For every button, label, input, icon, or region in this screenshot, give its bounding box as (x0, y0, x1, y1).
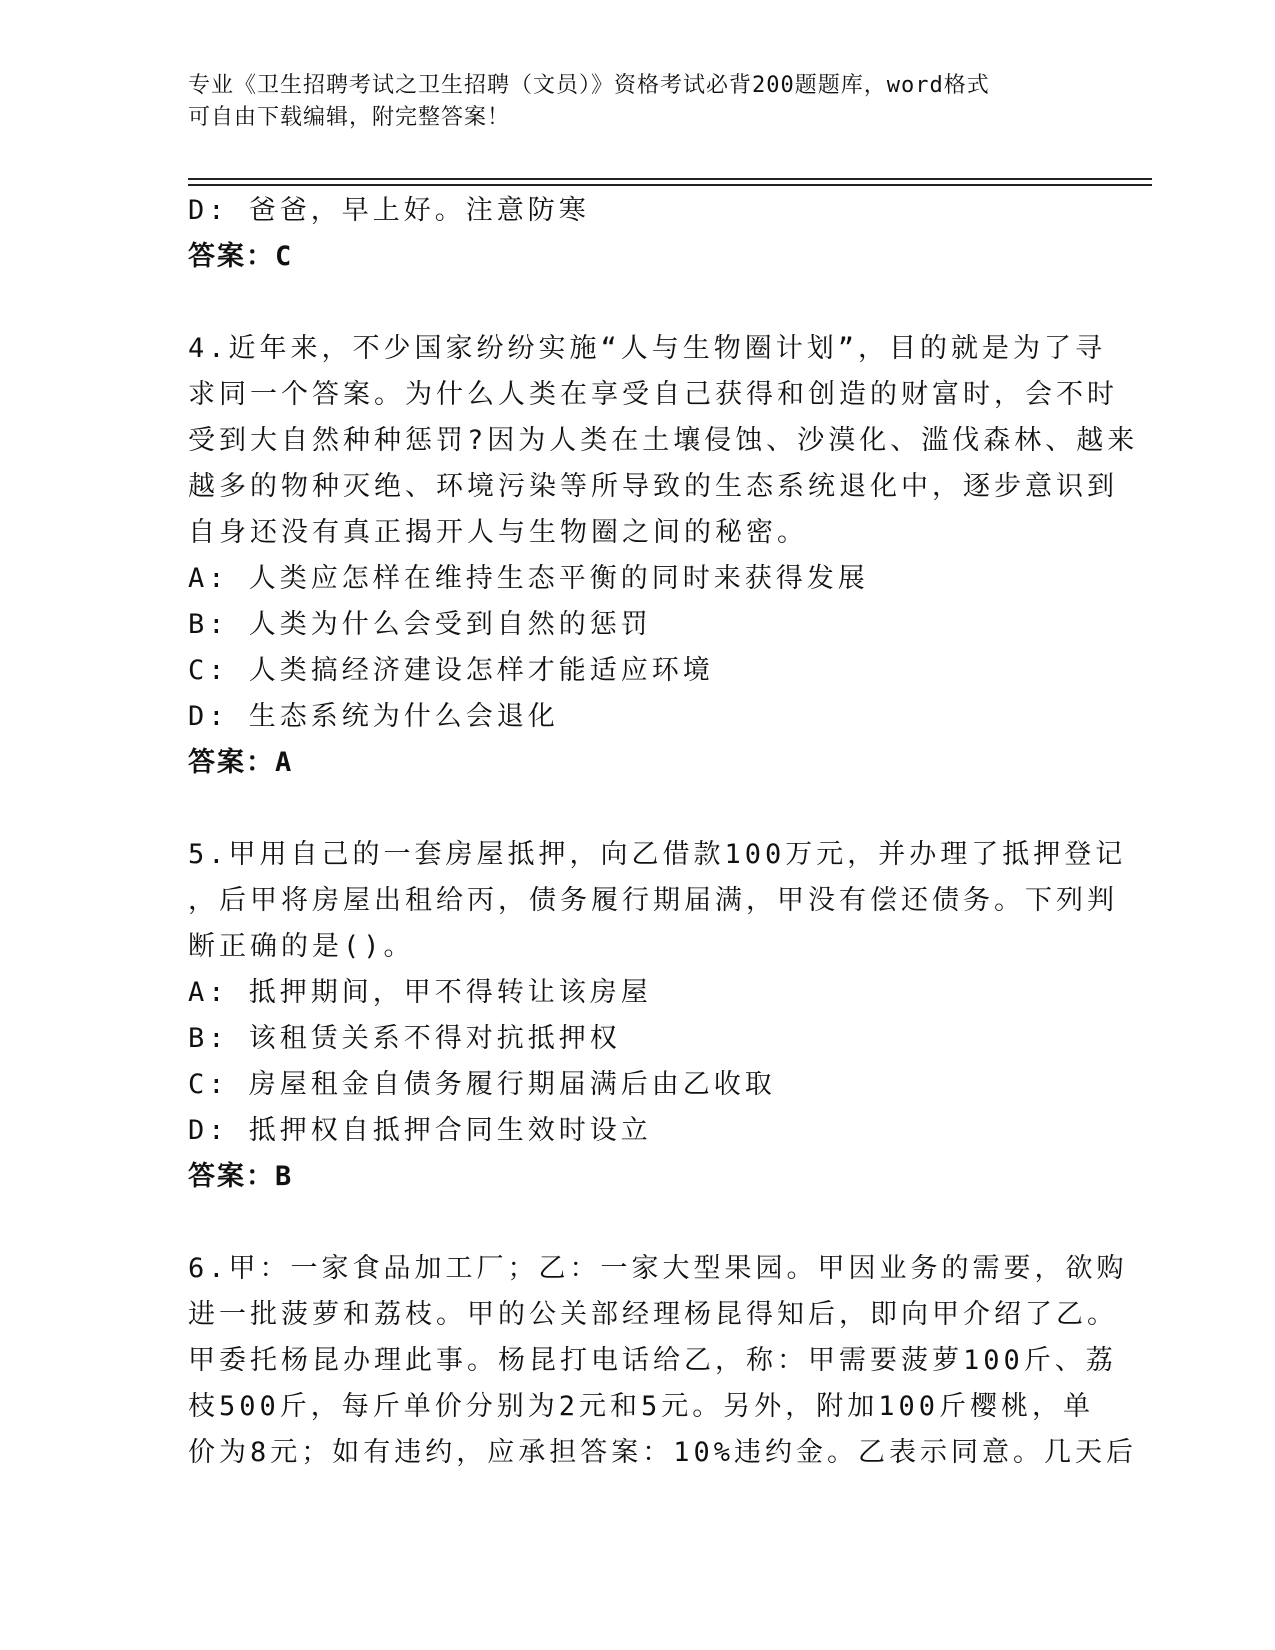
question-text-line: 进一批菠萝和荔枝。甲的公关部经理杨昆得知后，即向甲介绍了乙。 (188, 1299, 1118, 1330)
option-d: D: 生态系统为什么会退化 (188, 701, 559, 732)
prev-option-d: D: 爸爸，早上好。注意防寒 (188, 195, 590, 226)
prev-answer: 答案：C (188, 241, 294, 272)
option-d: D: 抵押权自抵押合同生效时设立 (188, 1115, 652, 1146)
spacer (188, 280, 1088, 326)
question-text-line: 越多的物种灭绝、环境污染等所导致的生态系统退化中，逐步意识到 (188, 471, 1118, 502)
question-text-line: 4.近年来，不少国家纷纷实施“人与生物圈计划”，目的就是为了寻 (188, 333, 1107, 364)
question-5 (188, 832, 1127, 1200)
option-a: A: 人类应怎样在维持生态平衡的同时来获得发展 (188, 563, 869, 594)
answer: 答案：B (188, 1161, 294, 1192)
question-text-line: 价为8元；如有违约，应承担答案：10%违约金。乙表示同意。几天后 (188, 1437, 1138, 1468)
question-4 (188, 326, 1139, 786)
header-line-1: 专业《卫生招聘考试之卫生招聘（文员）》资格考试必背200题题库，word格式 (188, 73, 990, 98)
question-text-line: ，后甲将房屋出租给丙，债务履行期届满，甲没有偿还债务。下列判 (188, 885, 1118, 916)
header-line-2: 可自由下载编辑，附完整答案！ (188, 105, 511, 130)
spacer (188, 786, 1088, 832)
header-divider-bottom (188, 184, 1152, 186)
option-b: B: 该租赁关系不得对抗抵押权 (188, 1023, 621, 1054)
question-6 (188, 1246, 1138, 1476)
question-text-line: 受到大自然种种惩罚?因为人类在土壤侵蚀、沙漠化、滥伐森林、越来 (188, 425, 1139, 456)
question-text-line: 求同一个答案。为什么人类在享受自己获得和创造的财富时，会不时 (188, 379, 1118, 410)
question-text-line: 甲委托杨昆办理此事。杨昆打电话给乙，称：甲需要菠萝100斤、荔 (188, 1345, 1117, 1376)
option-c: C: 房屋租金自债务履行期届满后由乙收取 (188, 1069, 776, 1100)
option-c: C: 人类搞经济建设怎样才能适应环境 (188, 655, 714, 686)
question-text-line: 自身还没有真正揭开人与生物圈之间的秘密。 (188, 517, 808, 548)
question-text-line: 5.甲用自己的一套房屋抵押，向乙借款100万元，并办理了抵押登记 (188, 839, 1127, 870)
option-b: B: 人类为什么会受到自然的惩罚 (188, 609, 652, 640)
question-text-line: 6.甲：一家食品加工厂；乙：一家大型果园。甲因业务的需要，欲购 (188, 1253, 1128, 1284)
question-text-line: 枝500斤，每斤单价分别为2元和5元。另外，附加100斤樱桃，单 (188, 1391, 1095, 1422)
option-a: A: 抵押期间，甲不得转让该房屋 (188, 977, 652, 1008)
answer: 答案：A (188, 747, 294, 778)
document-header (188, 70, 1088, 134)
question-text-line: 断正确的是()。 (188, 931, 415, 962)
header-divider-top (188, 178, 1152, 180)
document-body (188, 188, 1139, 1476)
spacer (188, 1200, 1088, 1246)
